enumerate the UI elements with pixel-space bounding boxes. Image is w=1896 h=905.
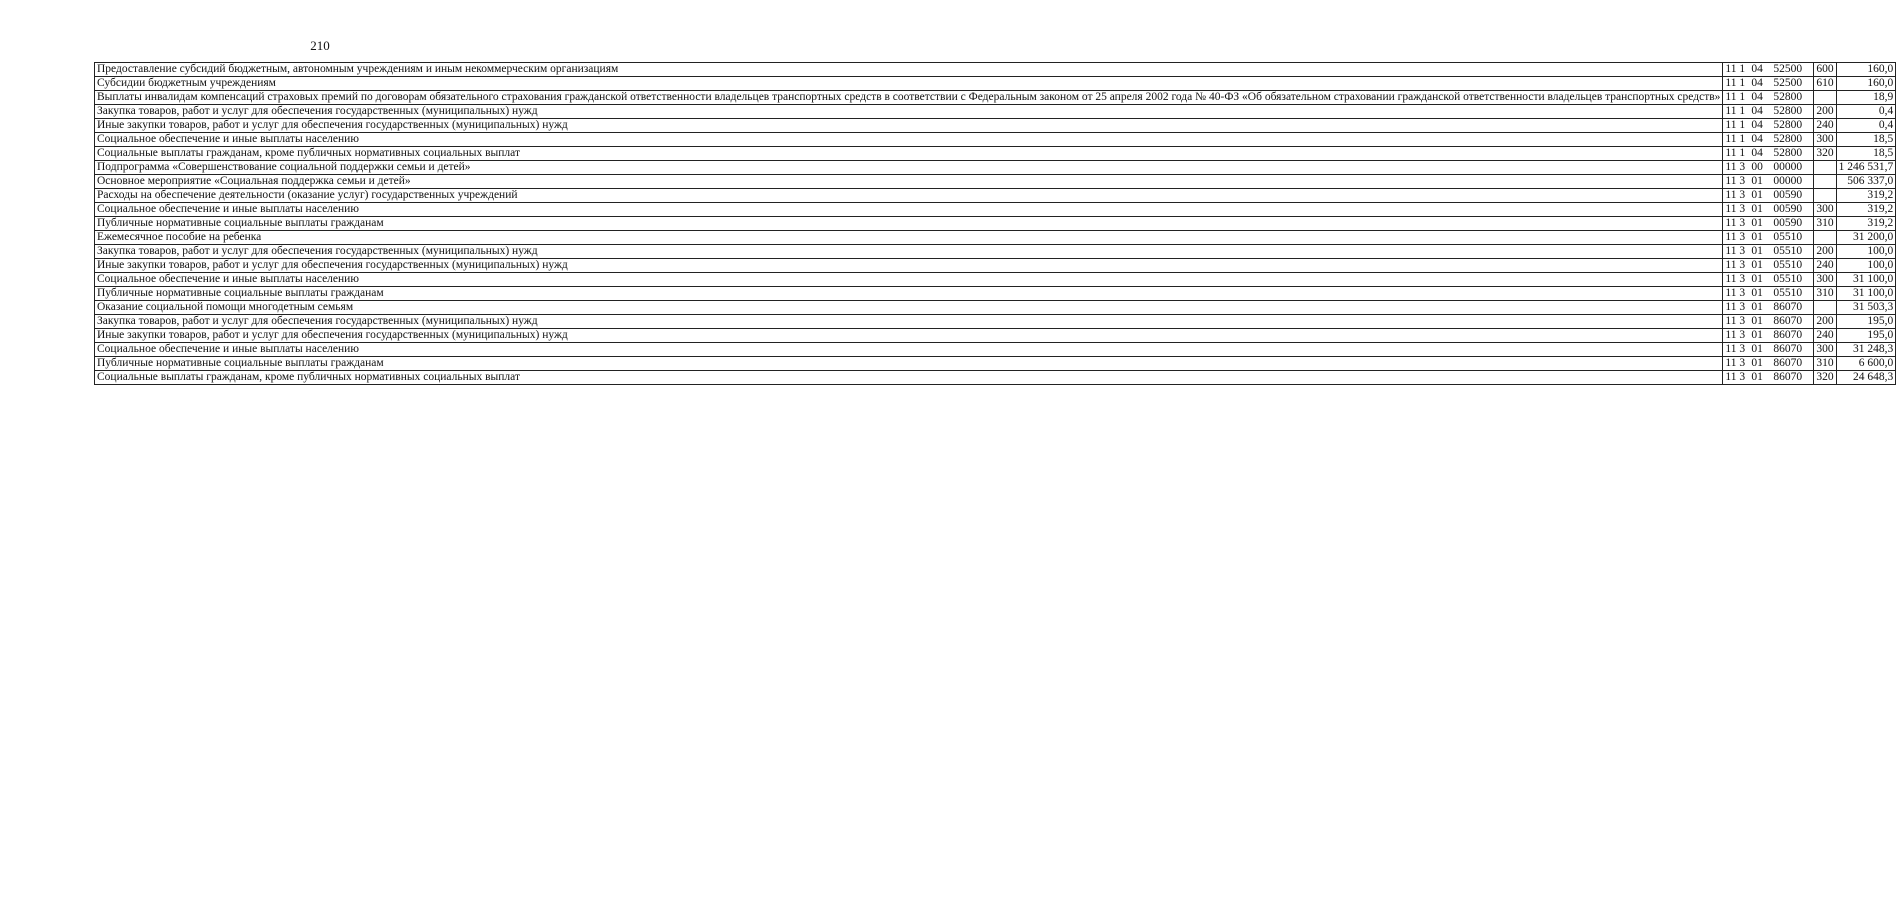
code-program: 11 <box>1725 273 1737 285</box>
row-expense-type: 310 <box>1814 287 1836 301</box>
row-code <box>1723 343 1814 357</box>
row-amount: 1 246 531,7 <box>1836 161 1896 175</box>
table-row <box>95 161 1896 175</box>
code-event: 01 <box>1751 315 1763 327</box>
row-description: Публичные нормативные социальные выплаты гражданам <box>95 217 1723 231</box>
code-program: 11 <box>1725 105 1737 117</box>
row-description: Закупка товаров, работ и услуг для обеспечения государственных (муниципальных) нужд <box>95 315 1723 329</box>
row-description: Закупка товаров, работ и услуг для обеспечения государственных (муниципальных) нужд <box>95 105 1723 119</box>
row-amount: 31 200,0 <box>1836 231 1896 245</box>
row-expense-type: 600 <box>1814 63 1836 77</box>
row-code <box>1723 91 1814 105</box>
row-description: Оказание социальной помощи многодетным семьям <box>95 301 1723 315</box>
code-direction: 86070 <box>1773 315 1803 327</box>
table-row <box>95 357 1896 371</box>
table-row <box>95 245 1896 259</box>
code-direction: 00590 <box>1773 189 1803 201</box>
row-amount: 31 503,3 <box>1836 301 1896 315</box>
table-row <box>95 189 1896 203</box>
code-subprogram: 3 <box>1739 245 1746 257</box>
table-row <box>95 147 1896 161</box>
code-event: 01 <box>1751 175 1763 187</box>
budget-table-body <box>95 63 1896 385</box>
code-event: 01 <box>1751 357 1763 369</box>
row-amount: 100,0 <box>1836 245 1896 259</box>
row-description: Социальное обеспечение и иные выплаты населению <box>95 273 1723 287</box>
row-expense-type <box>1814 231 1836 245</box>
row-description: Предоставление субсидий бюджетным, автономным учреждениям и иным некоммерческим организациям <box>95 63 1723 77</box>
code-event: 01 <box>1751 371 1763 383</box>
table-row <box>95 217 1896 231</box>
row-amount: 31 248,3 <box>1836 343 1896 357</box>
row-amount: 24 648,3 <box>1836 371 1896 385</box>
code-program: 11 <box>1725 203 1737 215</box>
code-direction: 52500 <box>1773 63 1803 75</box>
code-subprogram: 3 <box>1739 315 1746 327</box>
code-subprogram: 1 <box>1739 133 1746 145</box>
code-program: 11 <box>1725 119 1737 131</box>
code-event: 04 <box>1751 63 1763 75</box>
code-direction: 52800 <box>1773 105 1803 117</box>
row-code <box>1723 161 1814 175</box>
code-direction: 86070 <box>1773 329 1803 341</box>
code-program: 11 <box>1725 63 1737 75</box>
table-row <box>95 77 1896 91</box>
row-expense-type <box>1814 301 1836 315</box>
code-direction: 52800 <box>1773 119 1803 131</box>
row-description: Иные закупки товаров, работ и услуг для обеспечения государственных (муниципальных) нужд <box>95 329 1723 343</box>
row-description: Выплаты инвалидам компенсаций страховых премий по договорам обязательного страхования гражданской ответственности владельцев транспортных средств в соответствии с Федеральным законом от 25 апреля 2002 года № 40-ФЗ «Об обязательном страховании гражданской ответственности владельцев транспортных средств» <box>95 91 1723 105</box>
code-event: 04 <box>1751 133 1763 145</box>
row-code <box>1723 175 1814 189</box>
row-expense-type: 300 <box>1814 203 1836 217</box>
code-subprogram: 3 <box>1739 259 1746 271</box>
row-code <box>1723 231 1814 245</box>
code-program: 11 <box>1725 245 1737 257</box>
code-subprogram: 1 <box>1739 91 1746 103</box>
code-subprogram: 3 <box>1739 357 1746 369</box>
code-subprogram: 3 <box>1739 371 1746 383</box>
row-expense-type: 310 <box>1814 357 1836 371</box>
code-subprogram: 1 <box>1739 77 1746 89</box>
code-event: 04 <box>1751 147 1763 159</box>
code-program: 11 <box>1725 287 1737 299</box>
row-expense-type: 300 <box>1814 273 1836 287</box>
table-row <box>95 91 1896 105</box>
row-code <box>1723 77 1814 91</box>
code-direction: 00000 <box>1773 161 1803 173</box>
row-expense-type <box>1814 189 1836 203</box>
row-description: Ежемесячное пособие на ребенка <box>95 231 1723 245</box>
row-expense-type: 200 <box>1814 245 1836 259</box>
code-direction: 52800 <box>1773 133 1803 145</box>
row-expense-type <box>1814 175 1836 189</box>
code-direction: 52500 <box>1773 77 1803 89</box>
row-description: Социальное обеспечение и иные выплаты населению <box>95 203 1723 217</box>
row-code <box>1723 371 1814 385</box>
code-program: 11 <box>1725 259 1737 271</box>
code-subprogram: 1 <box>1739 63 1746 75</box>
row-code <box>1723 203 1814 217</box>
row-expense-type: 240 <box>1814 329 1836 343</box>
row-expense-type: 320 <box>1814 147 1836 161</box>
row-amount: 0,4 <box>1836 119 1896 133</box>
code-program: 11 <box>1725 371 1737 383</box>
row-code <box>1723 287 1814 301</box>
code-program: 11 <box>1725 161 1737 173</box>
row-description: Иные закупки товаров, работ и услуг для обеспечения государственных (муниципальных) нужд <box>95 259 1723 273</box>
code-direction: 05510 <box>1773 259 1803 271</box>
code-direction: 00590 <box>1773 217 1803 229</box>
row-code <box>1723 315 1814 329</box>
row-description: Иные закупки товаров, работ и услуг для обеспечения государственных (муниципальных) нужд <box>95 119 1723 133</box>
row-description: Социальное обеспечение и иные выплаты населению <box>95 343 1723 357</box>
code-subprogram: 3 <box>1739 287 1746 299</box>
row-description: Публичные нормативные социальные выплаты гражданам <box>95 357 1723 371</box>
row-code <box>1723 63 1814 77</box>
code-event: 01 <box>1751 301 1763 313</box>
code-event: 01 <box>1751 231 1763 243</box>
row-code <box>1723 357 1814 371</box>
row-code <box>1723 105 1814 119</box>
row-expense-type: 300 <box>1814 133 1836 147</box>
table-row <box>95 329 1896 343</box>
row-expense-type: 300 <box>1814 343 1836 357</box>
code-direction: 52800 <box>1773 91 1803 103</box>
table-row <box>95 175 1896 189</box>
page-number: 210 <box>310 38 330 53</box>
code-direction: 00590 <box>1773 203 1803 215</box>
row-description: Социальные выплаты гражданам, кроме публичных нормативных социальных выплат <box>95 371 1723 385</box>
table-row <box>95 343 1896 357</box>
code-direction: 52800 <box>1773 147 1803 159</box>
code-event: 01 <box>1751 273 1763 285</box>
row-amount: 195,0 <box>1836 329 1896 343</box>
code-program: 11 <box>1725 315 1737 327</box>
table-row <box>95 133 1896 147</box>
row-description: Социальное обеспечение и иные выплаты населению <box>95 133 1723 147</box>
row-amount: 160,0 <box>1836 77 1896 91</box>
row-expense-type <box>1814 161 1836 175</box>
table-row <box>95 371 1896 385</box>
row-code <box>1723 147 1814 161</box>
code-program: 11 <box>1725 175 1737 187</box>
code-event: 01 <box>1751 203 1763 215</box>
code-subprogram: 3 <box>1739 217 1746 229</box>
code-event: 04 <box>1751 119 1763 131</box>
code-program: 11 <box>1725 147 1737 159</box>
table-row <box>95 287 1896 301</box>
code-event: 01 <box>1751 259 1763 271</box>
row-amount: 160,0 <box>1836 63 1896 77</box>
code-subprogram: 1 <box>1739 119 1746 131</box>
code-subprogram: 3 <box>1739 343 1746 355</box>
table-row <box>95 273 1896 287</box>
row-amount: 319,2 <box>1836 217 1896 231</box>
row-amount: 18,9 <box>1836 91 1896 105</box>
code-subprogram: 3 <box>1739 329 1746 341</box>
row-expense-type: 310 <box>1814 217 1836 231</box>
row-expense-type: 610 <box>1814 77 1836 91</box>
row-amount: 319,2 <box>1836 189 1896 203</box>
row-description: Расходы на обеспечение деятельности (оказание услуг) государственных учреждений <box>95 189 1723 203</box>
code-subprogram: 3 <box>1739 175 1746 187</box>
row-description: Закупка товаров, работ и услуг для обеспечения государственных (муниципальных) нужд <box>95 245 1723 259</box>
budget-table <box>94 62 1896 385</box>
code-subprogram: 1 <box>1739 105 1746 117</box>
code-direction: 05510 <box>1773 245 1803 257</box>
row-code <box>1723 217 1814 231</box>
code-program: 11 <box>1725 329 1737 341</box>
row-description: Основное мероприятие «Социальная поддержка семьи и детей» <box>95 175 1723 189</box>
code-direction: 05510 <box>1773 273 1803 285</box>
code-program: 11 <box>1725 189 1737 201</box>
code-program: 11 <box>1725 217 1737 229</box>
row-amount: 31 100,0 <box>1836 273 1896 287</box>
row-expense-type: 240 <box>1814 259 1836 273</box>
code-direction: 86070 <box>1773 301 1803 313</box>
code-direction: 05510 <box>1773 287 1803 299</box>
row-amount: 0,4 <box>1836 105 1896 119</box>
code-program: 11 <box>1725 357 1737 369</box>
code-subprogram: 3 <box>1739 203 1746 215</box>
code-subprogram: 3 <box>1739 161 1746 173</box>
code-event: 04 <box>1751 105 1763 117</box>
table-row <box>95 63 1896 77</box>
row-description: Подпрограмма «Совершенствование социальной поддержки семьи и детей» <box>95 161 1723 175</box>
table-row <box>95 119 1896 133</box>
code-event: 01 <box>1751 287 1763 299</box>
row-code <box>1723 259 1814 273</box>
code-event: 01 <box>1751 217 1763 229</box>
table-row <box>95 301 1896 315</box>
code-event: 01 <box>1751 329 1763 341</box>
row-expense-type: 200 <box>1814 315 1836 329</box>
code-program: 11 <box>1725 91 1737 103</box>
code-event: 01 <box>1751 189 1763 201</box>
row-code <box>1723 133 1814 147</box>
code-subprogram: 3 <box>1739 231 1746 243</box>
code-event: 04 <box>1751 91 1763 103</box>
row-code <box>1723 273 1814 287</box>
row-expense-type <box>1814 91 1836 105</box>
row-description: Публичные нормативные социальные выплаты гражданам <box>95 287 1723 301</box>
code-program: 11 <box>1725 343 1737 355</box>
row-code <box>1723 301 1814 315</box>
code-event: 04 <box>1751 77 1763 89</box>
code-subprogram: 1 <box>1739 147 1746 159</box>
code-program: 11 <box>1725 77 1737 89</box>
code-direction: 86070 <box>1773 371 1803 383</box>
row-amount: 18,5 <box>1836 147 1896 161</box>
row-description: Социальные выплаты гражданам, кроме публичных нормативных социальных выплат <box>95 147 1723 161</box>
row-amount: 31 100,0 <box>1836 287 1896 301</box>
row-amount: 100,0 <box>1836 259 1896 273</box>
code-program: 11 <box>1725 231 1737 243</box>
code-event: 01 <box>1751 343 1763 355</box>
code-event: 00 <box>1751 161 1763 173</box>
code-program: 11 <box>1725 301 1737 313</box>
code-subprogram: 3 <box>1739 273 1746 285</box>
table-row <box>95 315 1896 329</box>
code-direction: 05510 <box>1773 231 1803 243</box>
table-row <box>95 203 1896 217</box>
code-program: 11 <box>1725 133 1737 145</box>
row-code <box>1723 119 1814 133</box>
code-direction: 86070 <box>1773 357 1803 369</box>
row-amount: 6 600,0 <box>1836 357 1896 371</box>
row-code <box>1723 329 1814 343</box>
row-expense-type: 320 <box>1814 371 1836 385</box>
row-amount: 319,2 <box>1836 203 1896 217</box>
code-event: 01 <box>1751 245 1763 257</box>
row-expense-type: 200 <box>1814 105 1836 119</box>
row-code <box>1723 245 1814 259</box>
row-code <box>1723 189 1814 203</box>
code-subprogram: 3 <box>1739 189 1746 201</box>
row-amount: 18,5 <box>1836 133 1896 147</box>
row-description: Субсидии бюджетным учреждениям <box>95 77 1723 91</box>
row-expense-type: 240 <box>1814 119 1836 133</box>
table-row <box>95 231 1896 245</box>
row-amount: 195,0 <box>1836 315 1896 329</box>
table-row <box>95 259 1896 273</box>
table-row <box>95 105 1896 119</box>
row-amount: 506 337,0 <box>1836 175 1896 189</box>
code-direction: 86070 <box>1773 343 1803 355</box>
code-subprogram: 3 <box>1739 301 1746 313</box>
code-direction: 00000 <box>1773 175 1803 187</box>
